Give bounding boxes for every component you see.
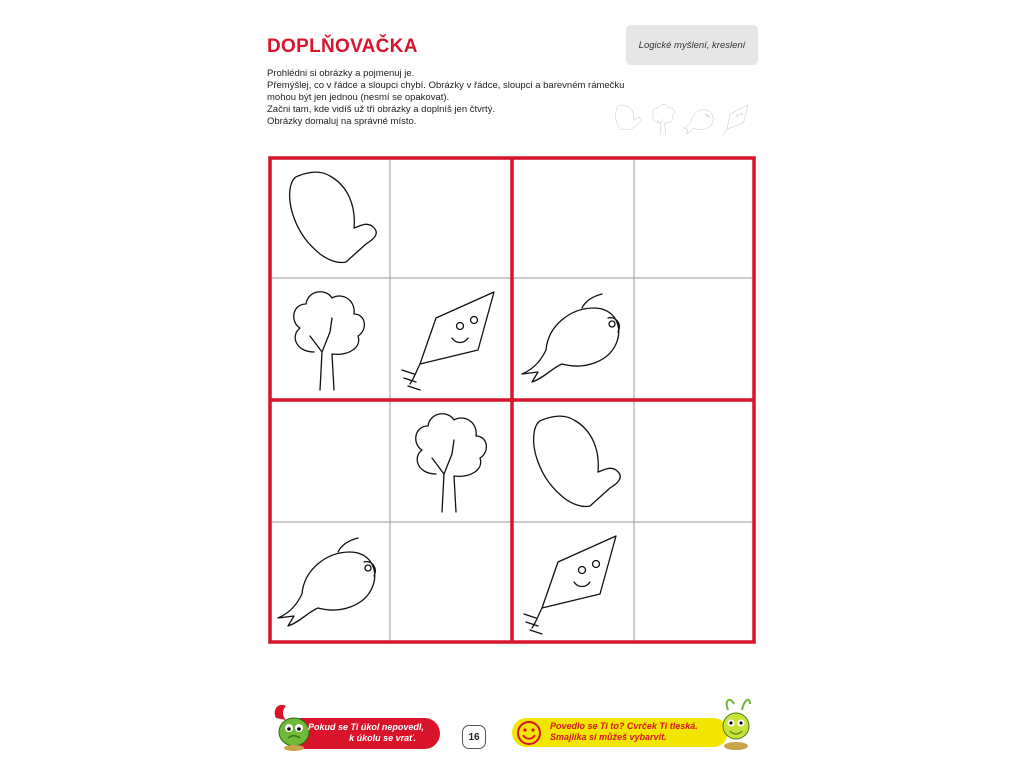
empty-cell[interactable] xyxy=(512,158,632,278)
success-text-line: Smajlíka si můžeš vybarvit. xyxy=(550,732,667,742)
retry-text xyxy=(308,722,436,744)
empty-cell[interactable] xyxy=(634,522,754,642)
tree-icon xyxy=(653,105,674,135)
empty-cell[interactable] xyxy=(270,400,390,520)
mitten-icon xyxy=(616,105,642,129)
success-text-line: Povedlo se Ti to? Cvrček Ti tleská. xyxy=(550,721,698,731)
puzzle-grid xyxy=(268,156,756,644)
fish-icon xyxy=(278,538,375,626)
category-badge-label: Logické myšlení, kreslení xyxy=(638,39,746,51)
mitten-icon xyxy=(290,172,377,262)
kite-icon xyxy=(402,292,494,390)
instruction-line: Přemýšlej, co v řádce a sloupci chybí. Obrázky v řádce, sloupci a barevném rámečku xyxy=(267,80,625,91)
empty-cell[interactable] xyxy=(634,400,754,520)
tree-icon xyxy=(294,292,365,390)
instruction-line: Začni tam, kde vidíš už tři obrázky a doplníš jen čtvrtý. xyxy=(267,104,496,115)
retry-text-line: Pokud se Ti úkol nepovedl, xyxy=(308,722,424,732)
retry-text-line: k úkolu se vrať. xyxy=(349,733,416,743)
tree-icon xyxy=(416,414,487,512)
footer-retry xyxy=(268,700,440,750)
picture-legend xyxy=(610,100,760,142)
footer-success xyxy=(508,696,758,752)
smiley-icon[interactable] xyxy=(516,720,542,746)
kite-icon xyxy=(524,536,616,634)
empty-cell[interactable] xyxy=(390,522,510,642)
mitten-icon xyxy=(534,416,621,506)
success-text xyxy=(550,721,730,743)
category-badge xyxy=(626,25,758,65)
fish-icon xyxy=(522,294,619,382)
instructions xyxy=(267,68,657,128)
cricket-happy-icon xyxy=(714,696,758,752)
empty-cell[interactable] xyxy=(634,278,754,398)
page-title: DOPLŇOVAČKA xyxy=(267,36,418,57)
fish-icon xyxy=(684,110,714,134)
instruction-line: Prohlédni si obrázky a pojmenuj je. xyxy=(267,68,415,79)
instruction-line: mohou být jen jednou (nesmí se opakovat). xyxy=(267,92,450,103)
page-number: 16 xyxy=(462,725,486,749)
empty-cell[interactable] xyxy=(390,158,510,278)
empty-cell[interactable] xyxy=(634,158,754,278)
kite-icon xyxy=(723,105,749,136)
instruction-line: Obrázky domaluj na správné místo. xyxy=(267,116,417,127)
